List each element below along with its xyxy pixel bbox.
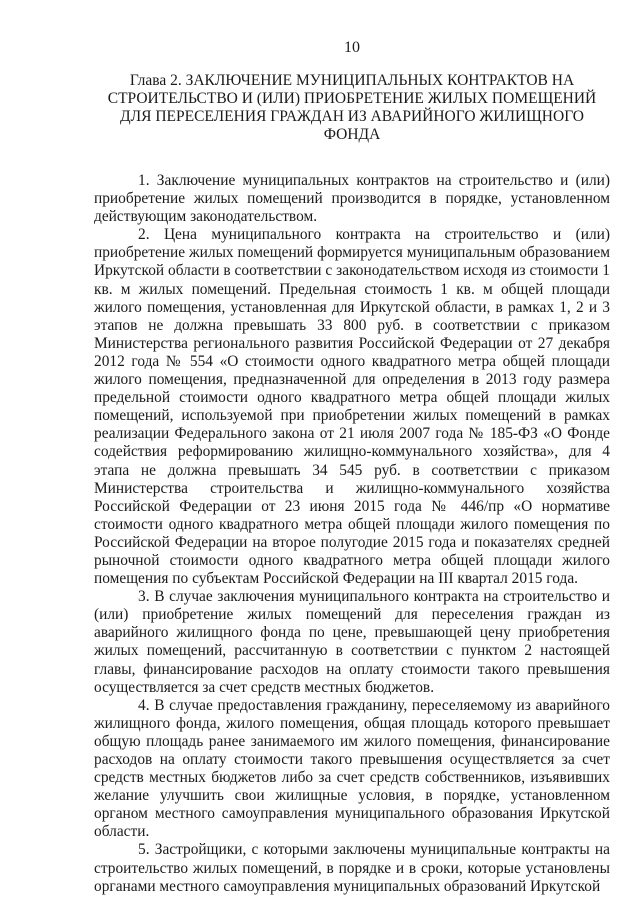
paragraph-2: 2. Цена муниципального контракта на строительство и (или) приобретение жилых помещений формируется муниципальным образованием Иркутской области в соответствии с законодательством исходя из стоимости 1 кв. м жилых помещений. Предельная стоимость 1 кв. м общей площади жилого помещения, установленная для Иркутской области, в рамках 1, 2 и 3 этапов не должна превышать 33 800 руб. в соответствии с приказом Министерства регионального развития Российской Федерации от 27 декабря 2012 года № 554 «О стоимости одного квадратного метра общей площади жилого помещения, предназначенной для определения в 2013 году размера предельной стоимости одного квадратного метра общей площади жилых помещений, используемой при приобретении жилых помещений в рамках реализации Федерального закона от 21 июля 2007 года № 185-ФЗ «О Фонде содействия реформированию жилищно-коммунального хозяйства», для 4 этапа не должна превышать 34 545 руб. в соответствии с приказом Министерства строительства и жилищно-коммунального хозяйства Российской Федерации от 23 июня 2015 года № 446/пр «О нормативе стоимости одного квадратного метра общей площади жилого помещения по Российской Федерации на второе полугодие 2015 года и показателях средней рыночной стоимости одного квадратного метра общей площади жилого помещения по субъектам Российской Федерации на III квартал 2015 года. (94, 226, 610, 588)
paragraph-1: 1. Заключение муниципальных контрактов на строительство и (или) приобретение жилых помещений производится в порядке, установленном действующим законодательством. (94, 172, 610, 226)
paragraph-3: 3. В случае заключения муниципального контракта на строительство и (или) приобретение жилых помещений для переселения граждан из аварийного жилищного фонда по цене, превышающей цену приобретения жилых помещений, рассчитанную в соответствии с пунктом 2 настоящей главы, финансирование расходов на оплату стоимости такого превышения осуществляется за счет средств местных бюджетов. (94, 588, 610, 696)
chapter-title: Глава 2. ЗАКЛЮЧЕНИЕ МУНИЦИПАЛЬНЫХ КОНТРАКТОВ НА СТРОИТЕЛЬСТВО И (ИЛИ) ПРИОБРЕТЕНИЕ ЖИЛЫХ ПОМЕЩЕНИЙ ДЛЯ ПЕРЕСЕЛЕНИЯ ГРАЖДАН ИЗ АВАРИЙНОГО ЖИЛИЩНОГО ФОНДА (107, 72, 597, 143)
document-page (94, 38, 610, 896)
paragraph-4: 4. В случае предоставления гражданину, переселяемому из аварийного жилищного фонда, жилого помещения, общая площадь которого превышает общую площадь ранее занимаемого им жилого помещения, финансирование расходов на оплату стоимости такого превышения осуществляется за счет средств местных бюджетов либо за счет средств собственников, изъявивших желание улучшить свои жилищные условия, в порядке, установленном органом местного самоуправления муниципального образования Иркутской области. (94, 696, 610, 841)
paragraph-5: 5. Застройщики, с которыми заключены муниципальные контракты на строительство жилых помещений, в порядке и в сроки, которые установлены органами местного самоуправления муниципальных образований Иркутской (94, 841, 610, 895)
page-number: 10 (344, 39, 360, 56)
